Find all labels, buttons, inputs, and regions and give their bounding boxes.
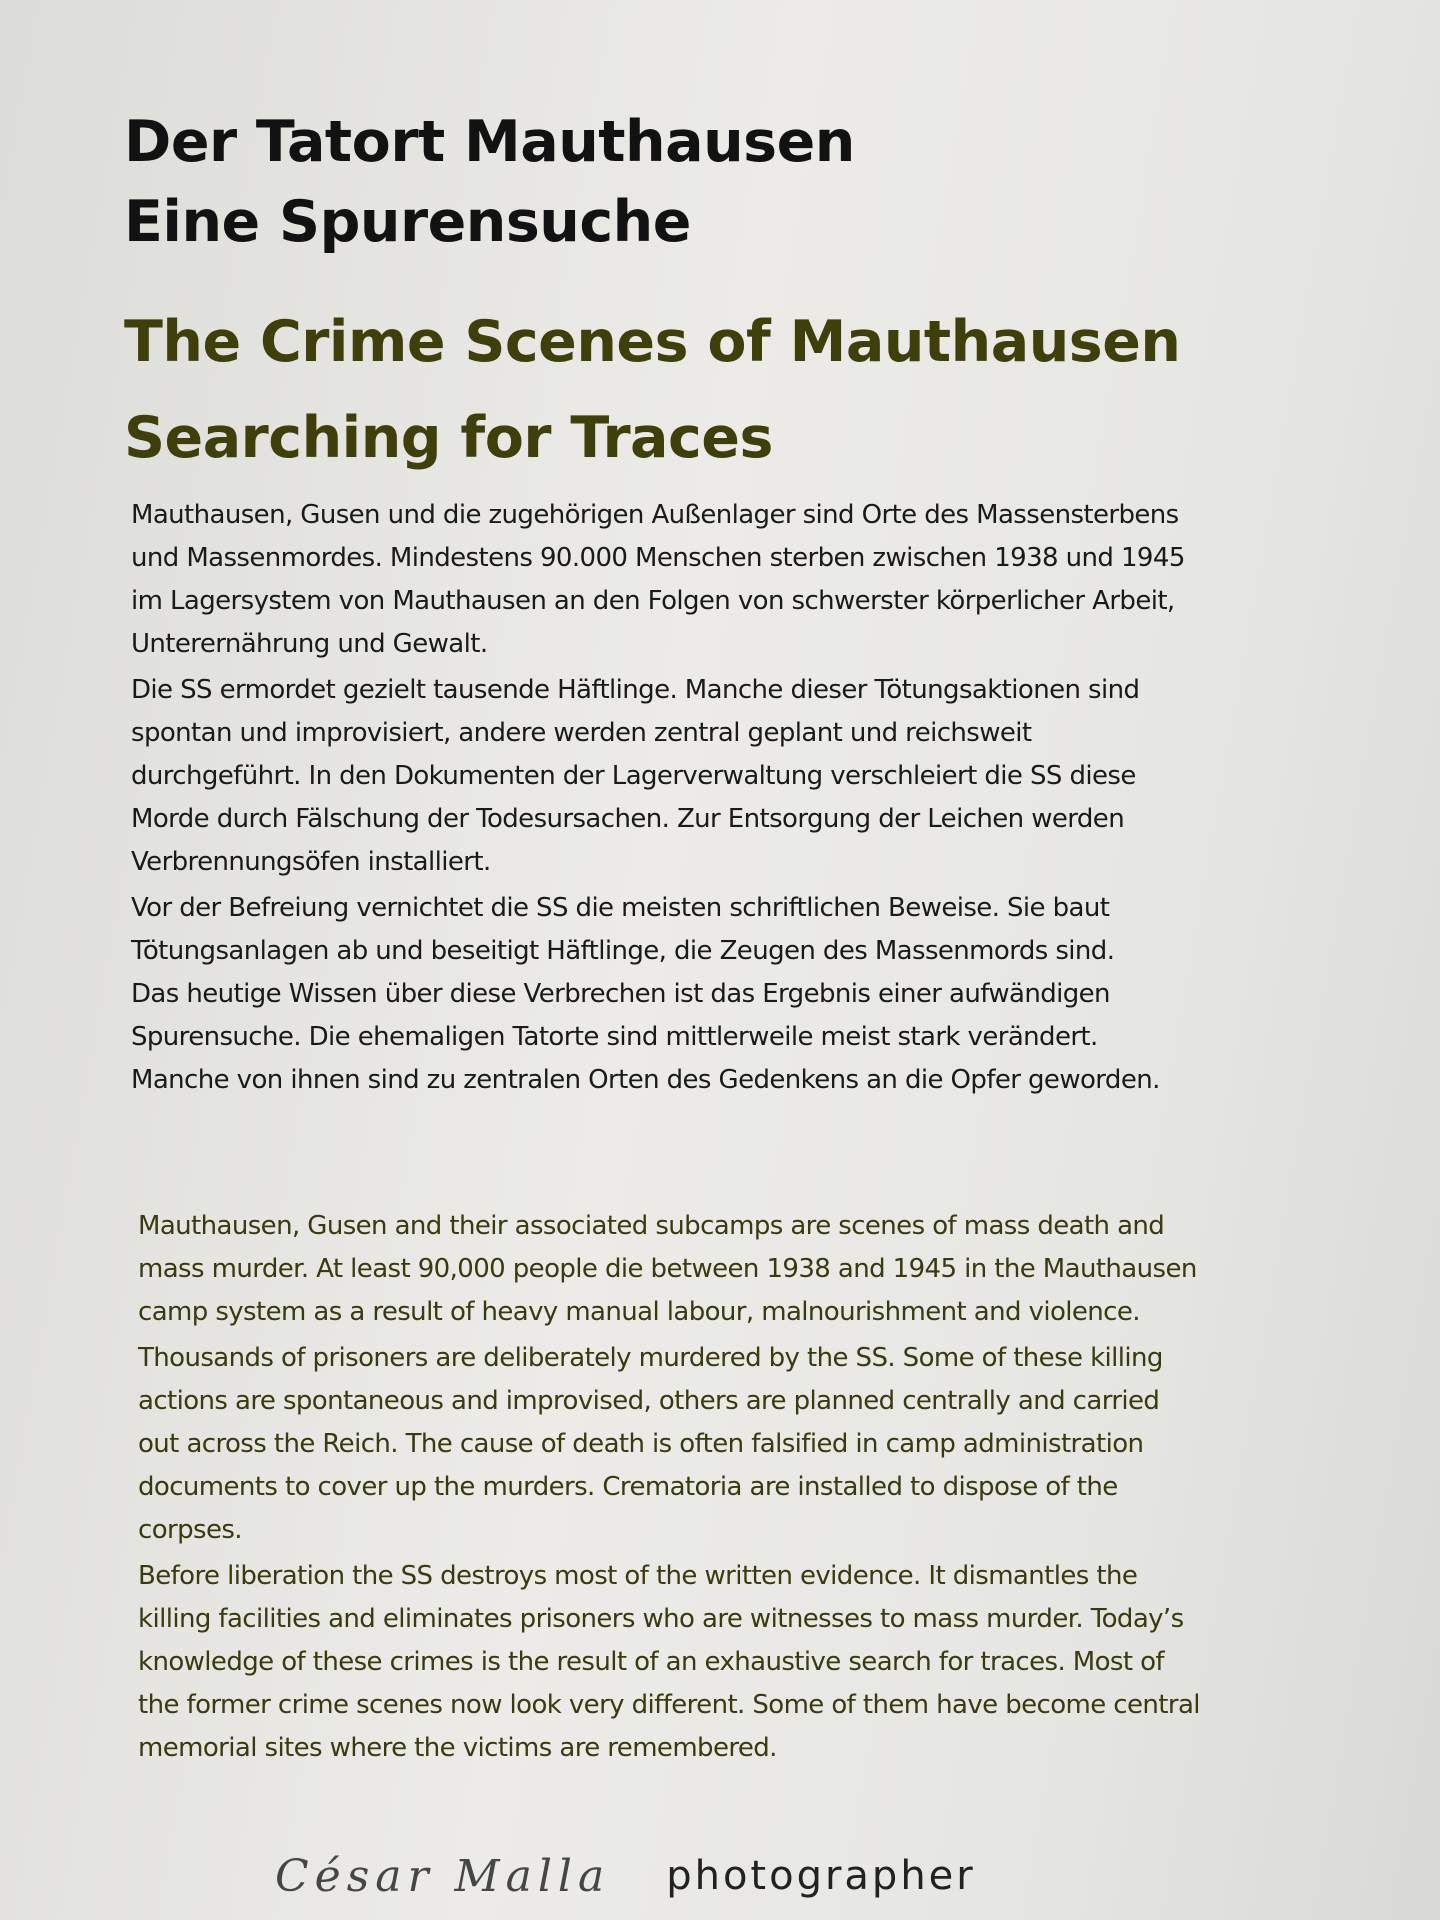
text-line: camp system as a result of heavy manual labour, malnourishment and violence.: [138, 1297, 1140, 1327]
text-line: im Lagersystem von Mauthausen an den Folgen von schwerster körperlicher Arbeit,: [131, 586, 1175, 616]
text-line: Thousands of prisoners are deliberately murdered by the SS. Some of these killing: [138, 1343, 1163, 1373]
text-line: Die SS ermordet gezielt tausende Häftlinge. Manche dieser Tötungsaktionen sind: [131, 675, 1140, 705]
text-line: Das heutige Wissen über diese Verbrechen ist das Ergebnis einer aufwändigen: [131, 979, 1110, 1009]
text-line: spontan und improvisiert, andere werden zentral geplant und reichsweit: [131, 718, 1032, 748]
german-paragraph-2: [131, 669, 1271, 884]
text-line: Tötungsanlagen ab und beseitigt Häftlinge, die Zeugen des Massenmords sind.: [131, 936, 1115, 966]
english-title: [124, 294, 1180, 486]
german-paragraph-1: [131, 494, 1271, 666]
text-line: mass murder. At least 90,000 people die between 1938 and 1945 in the Mauthausen: [138, 1254, 1197, 1284]
text-line: Manche von ihnen sind zu zentralen Orten des Gedenkens an die Opfer geworden.: [131, 1065, 1160, 1095]
text-line: memorial sites where the victims are remembered.: [138, 1733, 777, 1763]
english-paragraph-1: [138, 1205, 1278, 1334]
german-paragraph-3: [131, 887, 1271, 1102]
text-line: Spurensuche. Die ehemaligen Tatorte sind mittlerweile meist stark verändert.: [131, 1022, 1098, 1052]
german-title-line-1: Der Tatort Mauthausen: [124, 109, 855, 175]
photographer-label: photographer: [666, 1853, 976, 1899]
text-line: durchgeführt. In den Dokumenten der Lagerverwaltung verschleiert die SS diese: [131, 761, 1136, 791]
photographer-watermark: [275, 1846, 976, 1906]
text-line: killing facilities and eliminates prisoners who are witnesses to mass murder. Today’s: [138, 1604, 1184, 1634]
text-line: Verbrennungsöfen installiert.: [131, 847, 491, 877]
english-title-line-1: The Crime Scenes of Mauthausen: [124, 309, 1181, 375]
text-line: Unterernährung und Gewalt.: [131, 629, 488, 659]
text-line: knowledge of these crimes is the result of an exhaustive search for traces. Most of: [138, 1647, 1164, 1677]
english-paragraph-3: [138, 1555, 1278, 1770]
english-title-line-2: Searching for Traces: [124, 405, 773, 471]
text-line: Before liberation the SS destroys most of the written evidence. It dismantles the: [138, 1561, 1138, 1591]
text-line: the former crime scenes now look very different. Some of them have become central: [138, 1690, 1200, 1720]
text-line: documents to cover up the murders. Crematoria are installed to dispose of the: [138, 1472, 1118, 1502]
text-line: actions are spontaneous and improvised, others are planned centrally and carried: [138, 1386, 1160, 1416]
photographer-signature: César Malla: [275, 1850, 611, 1902]
text-line: Morde durch Fälschung der Todesursachen. Zur Entsorgung der Leichen werden: [131, 804, 1125, 834]
text-line: Vor der Befreiung vernichtet die SS die meisten schriftlichen Beweise. Sie baut: [131, 893, 1110, 923]
text-line: Mauthausen, Gusen und die zugehörigen Außenlager sind Orte des Massensterbens: [131, 500, 1179, 530]
english-body: [138, 1205, 1278, 1773]
text-line: und Massenmordes. Mindestens 90.000 Menschen sterben zwischen 1938 und 1945: [131, 543, 1185, 573]
text-line: Mauthausen, Gusen and their associated subcamps are scenes of mass death and: [138, 1211, 1165, 1241]
text-line: out across the Reich. The cause of death is often falsified in camp administration: [138, 1429, 1144, 1459]
english-paragraph-2: [138, 1337, 1278, 1552]
text-line: corpses.: [138, 1515, 242, 1545]
german-body: [131, 494, 1271, 1105]
german-title: [124, 102, 855, 262]
german-title-line-2: Eine Spurensuche: [124, 189, 691, 255]
